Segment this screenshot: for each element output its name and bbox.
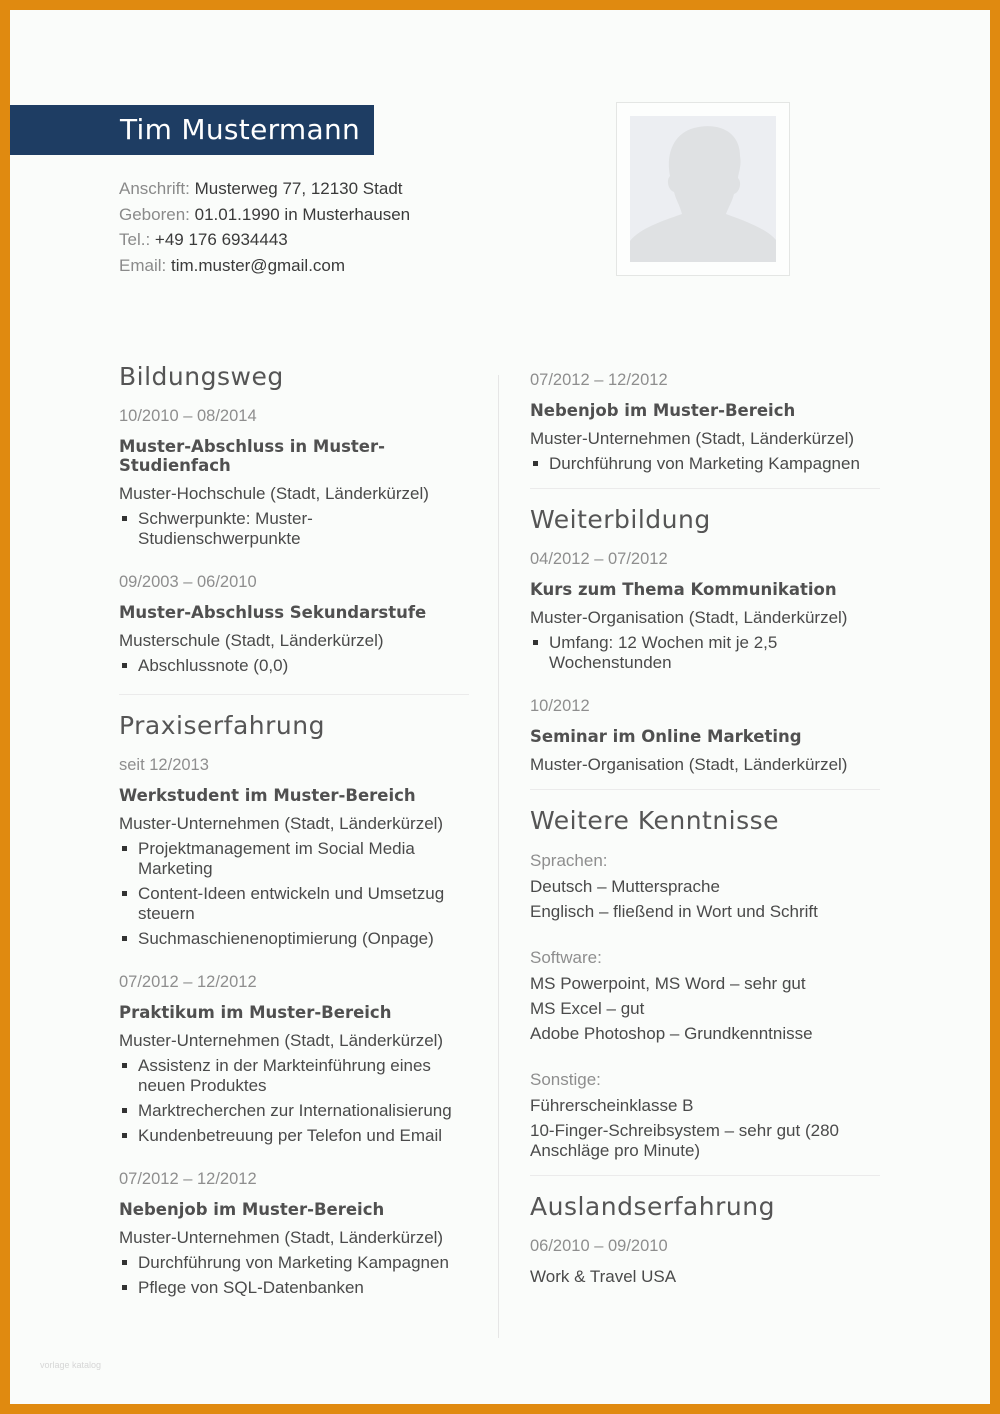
skill-line: Führerscheinklasse B [530,1096,694,1115]
entry-organization: Muster-Hochschule (Stadt, Länderkürzel) [119,484,429,503]
entry-title: Werkstudent im Muster-Bereich [119,786,416,805]
entry-organization: Muster-Unternehmen (Stadt, Länderkürzel) [119,814,444,833]
contact-birth: Geboren: 01.01.1990 in Musterhausen [119,204,411,224]
skill-line: Adobe Photoshop – Grundkenntnisse [530,1024,813,1043]
entry-title: Muster-Abschluss in Muster-Studienfach [119,437,385,475]
person-silhouette-icon [630,116,776,262]
left-column [119,362,474,1322]
skill-line: 10-Finger-Schreibsystem – sehr gut (280 Anschläge pro Minute) [530,1121,839,1160]
watermark: vorlage katalog [40,1360,102,1370]
entry-date: 10/2010 – 08/2014 [119,407,257,425]
entry-organization: Muster-Unternehmen (Stadt, Länderkürzel) [530,429,855,448]
experience-entry [119,973,474,1146]
entry-date: 10/2012 [530,697,590,715]
skills-label: Software: [530,948,602,967]
section-divider [119,694,469,695]
section-title-bildungsweg: Bildungsweg [119,362,284,391]
skills-software [530,948,885,1044]
entry-bullets [530,454,885,474]
column-divider [498,375,499,1338]
entry-organization: Musterschule (Stadt, Länderkürzel) [119,631,384,650]
entry-date: 07/2012 – 12/2012 [119,973,257,991]
entry-title: Nebenjob im Muster-Bereich [530,401,796,420]
entry-date: 09/2003 – 06/2010 [119,573,257,591]
name-banner [10,105,374,155]
bullet-item: Projektmanagement im Social Media Marketing [119,839,474,879]
skills-label: Sprachen: [530,851,608,870]
contact-email: Email: tim.muster@gmail.com [119,255,346,275]
right-column [530,371,885,1292]
section-title-kenntnisse: Weitere Kenntnisse [530,806,780,835]
entry-bullets [119,509,474,549]
skill-line: Englisch – fließend in Wort und Schrift [530,902,818,921]
skill-line: MS Powerpoint, MS Word – sehr gut [530,974,806,993]
entry-organization: Muster-Unternehmen (Stadt, Länderkürzel) [119,1031,444,1050]
entry-bullets [530,633,885,673]
section-title-auslandserfahrung: Auslandserfahrung [530,1192,775,1221]
entry-title: Muster-Abschluss Sekundarstufe [119,603,427,622]
entry-date: 07/2012 – 12/2012 [119,1170,257,1188]
entry-date: 06/2010 – 09/2010 [530,1237,668,1255]
experience-entry [119,756,474,949]
bullet-item: Content-Ideen entwickeln und Umsetzug steuern [119,884,474,924]
section-divider [530,488,880,489]
profile-photo [616,102,790,276]
entry-bullets [119,839,474,949]
skill-line: Deutsch – Muttersprache [530,877,720,896]
section-title-praxiserfahrung: Praxiserfahrung [119,711,325,740]
entry-date: 04/2012 – 07/2012 [530,550,668,568]
skills-languages [530,851,885,922]
contact-phone: Tel.: +49 176 6934443 [119,230,288,249]
entry-bullets [119,1253,474,1298]
entry-bullets [119,656,474,676]
training-entry [530,550,885,673]
training-entry [530,697,885,775]
entry-title: Seminar im Online Marketing [530,727,802,746]
entry-title: Kurs zum Thema Kommunikation [530,580,837,599]
cv-page [10,10,990,1404]
education-entry [119,407,474,549]
entry-bullets [119,1056,474,1146]
bullet-item: Durchführung von Marketing Kampagnen [530,454,885,474]
bullet-item: Kundenbetreuung per Telefon und Email [119,1126,474,1146]
bullet-item: Pflege von SQL-Datenbanken [119,1278,474,1298]
bullet-item: Suchmaschienenoptimierung (Onpage) [119,929,474,949]
bullet-item: Marktrecherchen zur Internationalisierung [119,1101,474,1121]
abroad-line: Work & Travel USA [530,1267,677,1286]
entry-title: Nebenjob im Muster-Bereich [119,1200,385,1219]
section-divider [530,1175,880,1176]
candidate-name: Tim Mustermann [120,113,361,146]
skill-line: MS Excel – gut [530,999,645,1018]
skills-label: Sonstige: [530,1070,601,1089]
contact-block [119,176,410,278]
bullet-item: Abschlussnote (0,0) [119,656,474,676]
section-title-weiterbildung: Weiterbildung [530,505,711,534]
skills-other [530,1070,885,1161]
experience-entry-continued [530,371,885,474]
bullet-item: Assistenz in der Markteinführung eines neuen Produktes [119,1056,474,1096]
section-divider [530,789,880,790]
bullet-item: Durchführung von Marketing Kampagnen [119,1253,474,1273]
entry-organization: Muster-Unternehmen (Stadt, Länderkürzel) [119,1228,444,1247]
bullet-item: Umfang: 12 Wochen mit je 2,5 Wochenstunden [530,633,885,673]
education-entry [119,573,474,676]
bullet-item: Schwerpunkte: Muster-Studienschwerpunkte [119,509,474,549]
entry-organization: Muster-Organisation (Stadt, Länderkürzel) [530,755,848,774]
entry-title: Praktikum im Muster-Bereich [119,1003,392,1022]
entry-organization: Muster-Organisation (Stadt, Länderkürzel) [530,608,848,627]
experience-entry [119,1170,474,1298]
entry-date: seit 12/2013 [119,756,209,774]
entry-date: 07/2012 – 12/2012 [530,371,668,389]
contact-address: Anschrift: Musterweg 77, 12130 Stadt [119,179,403,198]
